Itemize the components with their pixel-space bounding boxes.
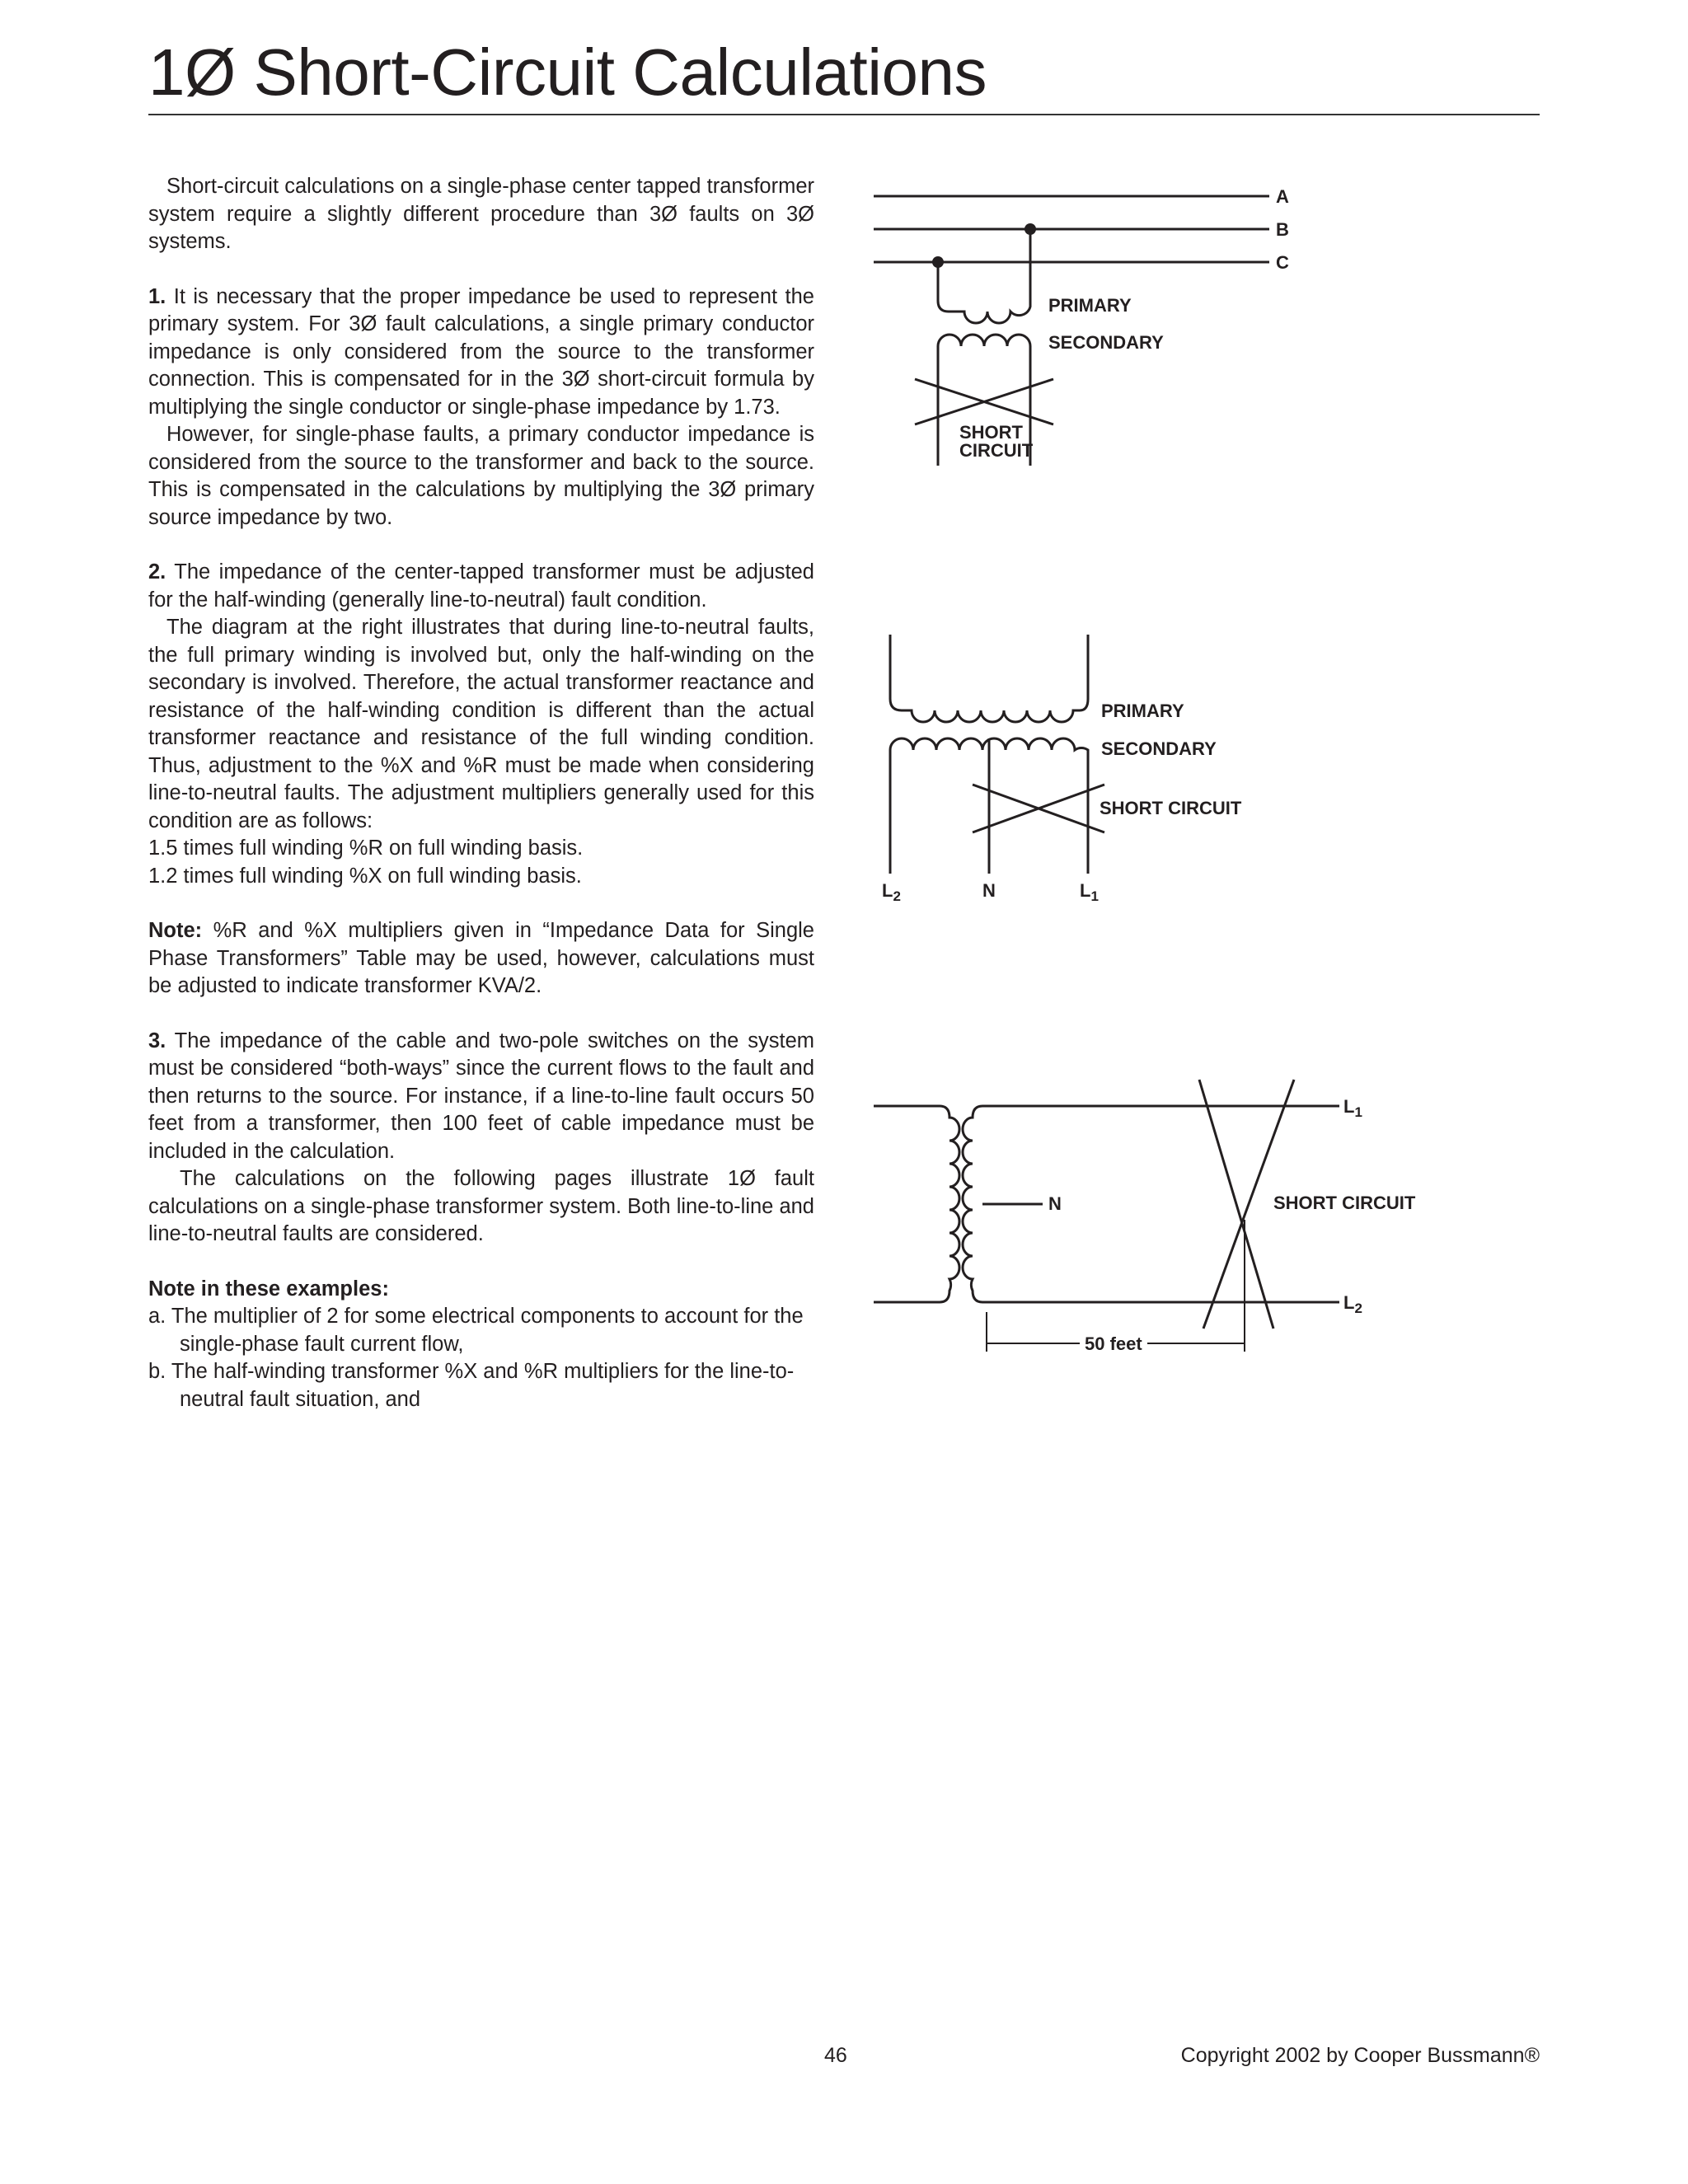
terminal-l1-label: $L_1$ [1080, 880, 1099, 904]
section-2-paragraph: 2. The impedance of the center-tapped transformer must be adjusted for the half-winding (generally line-to-neutral) fault condition. [148, 560, 814, 612]
primary-winding [874, 1106, 959, 1302]
short-label: SHORT [959, 422, 1023, 443]
section-3-paragraph-2: The calculations on the following pages illustrate 1Ø fault calculations on a single-phase transformer system. Both line-to-line and line-to-neutral faults are considered. [148, 1167, 814, 1245]
terminal-l2-label: $L_2$ [1343, 1292, 1362, 1316]
section-1-paragraph-2: However, for single-phase faults, a primary conductor impedance is considered from the source to the transformer and back to the source. This is compensated in the calculations by multiplying the 3Ø primary source impedance by two. [148, 423, 814, 529]
page-title: 1Ø Short-Circuit Calculations [148, 35, 987, 109]
copyright-notice: Copyright 2002 by Cooper Bussmann® [1180, 2044, 1540, 2067]
section-2-paragraph-2: The diagram at the right illustrates that during line-to-neutral faults, the full primary winding is involved but, only the half-winding on the secondary is involved. Therefore, the actual transformer reactance and resistance of the half-winding condition is different than the actual transformer reactance and resistance of the full winding condition. Thus, adjustment to the %X and %R must be made when considering line-to-neutral faults. The adjustment multipliers generally used for this condition are as follows: [148, 616, 814, 832]
terminal-l2-label: $L_2$ [882, 880, 901, 904]
example-item-a: a. The multiplier of 2 for some electrical components to account for the single-phase fault current flow, [148, 1305, 804, 1356]
short-circuit-stroke-1 [1199, 1080, 1273, 1329]
intro-paragraph: Short-circuit calculations on a single-phase center tapped transformer system require a slightly different procedure than 3Ø faults on 3Ø systems. [148, 175, 814, 253]
secondary-label: SECONDARY [1101, 738, 1217, 759]
figure-three-phase-supply [857, 173, 1319, 470]
section-1-number: 1. [148, 284, 166, 308]
secondary-winding-top [938, 335, 1030, 359]
primary-winding [938, 229, 1030, 323]
section-3-paragraph: 3. The impedance of the cable and two-pole switches on the system must be considered “both-ways” since the current flows to the fault and then returns to the source. For instance, if a line-to-line fault occurs 50 feet from a transformer, then 100 feet of cable impedance must be included in the calculation. [148, 1029, 814, 1163]
note-paragraph: Note: %R and %X multipliers given in “Impedance Data for Single Phase Transformers” Table may be used, however, calculations must be adjusted to indicate transformer KVA/2. [148, 919, 814, 997]
primary-label: PRIMARY [1048, 295, 1132, 316]
primary-label: PRIMARY [1101, 701, 1184, 721]
figure-line-to-line-fault [857, 1071, 1451, 1368]
section-1-paragraph: 1. It is necessary that the proper impedance be used to represent the primary system. For 3Ø fault calculations, a single primary conductor impedance is only considered from the source to the transformer connection. This is compensated for in the 3Ø short-circuit formula by multiplying the single conductor or single-phase impedance by 1.73. [148, 284, 814, 419]
short-circuit-label: SHORT CIRCUIT [1273, 1193, 1416, 1213]
figure-center-tap-fault [857, 635, 1319, 907]
phase-a-label: A [1276, 186, 1289, 207]
phase-b-label: B [1276, 219, 1289, 240]
terminal-l1-label: $L_1$ [1343, 1096, 1362, 1120]
circuit-label: CIRCUIT [959, 440, 1034, 461]
primary-winding [890, 635, 1088, 722]
page-number: 46 [824, 2044, 847, 2067]
example-item-b: b. The half-winding transformer %X and %R multipliers for the line-to-neutral fault situation, and [148, 1360, 795, 1411]
multiplier-x: 1.2 times full winding %X on full winding basis. [148, 864, 582, 888]
terminal-n-label: N [982, 880, 996, 901]
short-circuit-label: SHORT CIRCUIT [1100, 798, 1242, 818]
examples-heading: Note in these examples: [148, 1277, 389, 1301]
note-label: Note: [148, 919, 203, 942]
neutral-label: N [1048, 1193, 1062, 1214]
title-rule [148, 114, 1540, 115]
body-text [148, 173, 814, 1413]
multiplier-r: 1.5 times full winding %R on full winding basis. [148, 837, 584, 860]
secondary-label: SECONDARY [1048, 332, 1164, 353]
section-3-number: 3. [148, 1029, 166, 1052]
distance-label: 50 feet [1085, 1333, 1142, 1354]
section-2-number: 2. [148, 560, 166, 583]
phase-c-label: C [1276, 252, 1289, 273]
